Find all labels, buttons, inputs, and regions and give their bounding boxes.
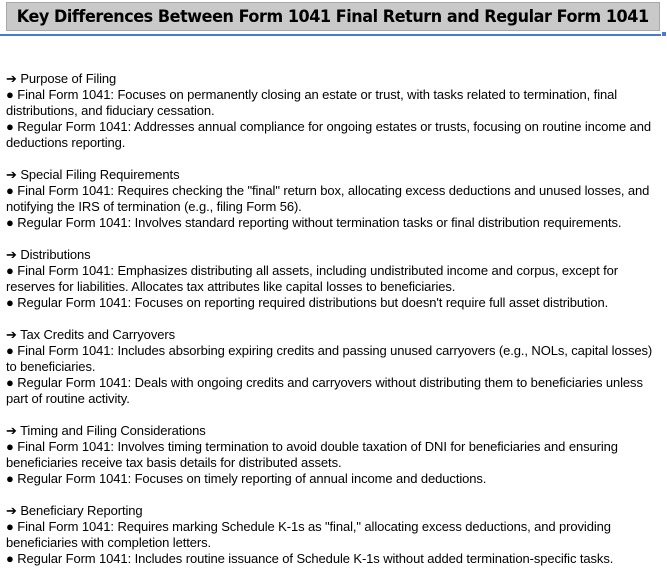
bullet-dot-icon: ● <box>6 295 18 310</box>
bullet-dot-icon: ● <box>6 471 18 486</box>
section-distributions <box>6 247 666 311</box>
section-heading: ➔ Tax Credits and Carryovers <box>6 327 175 342</box>
bullet-dot-icon: ● <box>6 439 18 454</box>
section-heading: ➔ Purpose of Filing <box>6 71 117 86</box>
section-special-filing-requirements <box>6 167 666 231</box>
document-body <box>6 71 666 583</box>
bullet-dot-icon: ● <box>6 119 18 134</box>
list-item: ● Final Form 1041: Requires checking the "final" return box, allocating excess deductions and unused losses, and notifying the IRS of termination (e.g., filing Form 56). <box>6 183 650 214</box>
list-item: ● Final Form 1041: Involves timing termination to avoid double taxation of DNI for beneficiaries and ensuring beneficiaries receive tax basis details for distributed assets. <box>6 439 618 470</box>
section-heading: ➔ Distributions <box>6 247 91 262</box>
arrow-right-icon: ➔ <box>6 71 21 86</box>
bullet-dot-icon: ● <box>6 87 18 102</box>
bullet-dot-icon: ● <box>6 519 18 534</box>
section-heading: ➔ Timing and Filing Considerations <box>6 423 206 438</box>
section-tax-credits-and-carryovers <box>6 327 666 407</box>
bullet-dot-icon: ● <box>6 215 18 230</box>
page-title: Key Differences Between Form 1041 Final Return and Regular Form 1041 <box>17 7 649 26</box>
list-item: ● Regular Form 1041: Focuses on reporting required distributions but doesn't require full asset distribution. <box>6 295 609 310</box>
bullet-dot-icon: ● <box>6 551 18 566</box>
list-item: ● Final Form 1041: Focuses on permanently closing an estate or trust, with tasks related to termination, final distributions, and fiduciary cessation. <box>6 87 618 118</box>
bullet-dot-icon: ● <box>6 375 18 390</box>
arrow-right-icon: ➔ <box>6 327 21 342</box>
section-beneficiary-reporting <box>6 503 666 567</box>
list-item: ● Regular Form 1041: Addresses annual compliance for ongoing estates or trusts, focusing on routine income and deductions reporting. <box>6 119 652 150</box>
arrow-right-icon: ➔ <box>6 247 21 262</box>
cell-fill-handle[interactable] <box>661 31 667 37</box>
bullet-dot-icon: ● <box>6 263 18 278</box>
arrow-right-icon: ➔ <box>6 503 21 518</box>
section-heading: ➔ Special Filing Requirements <box>6 167 180 182</box>
list-item: ● Final Form 1041: Requires marking Schedule K-1s as "final," allocating excess deductions, and providing beneficiaries with completion letters. <box>6 519 611 550</box>
list-item: ● Regular Form 1041: Deals with ongoing credits and carryovers without distributing them to beneficiaries unless part of routine activity. <box>6 375 643 406</box>
list-item: ● Final Form 1041: Includes absorbing expiring credits and passing unused carryovers (e.g., NOLs, capital losses) to beneficiaries. <box>6 343 653 374</box>
list-item: ● Regular Form 1041: Involves standard reporting without termination tasks or final distribution requirements. <box>6 215 622 230</box>
list-item: ● Regular Form 1041: Includes routine issuance of Schedule K-1s without added termination-specific tasks. <box>6 551 614 566</box>
bullet-dot-icon: ● <box>6 183 18 198</box>
section-heading: ➔ Beneficiary Reporting <box>6 503 143 518</box>
arrow-right-icon: ➔ <box>6 423 21 438</box>
title-cell[interactable] <box>6 2 660 31</box>
section-timing-and-filing-considerations <box>6 423 666 487</box>
bullet-dot-icon: ● <box>6 343 18 358</box>
list-item: ● Regular Form 1041: Focuses on timely reporting of annual income and deductions. <box>6 471 487 486</box>
arrow-right-icon: ➔ <box>6 167 21 182</box>
list-item: ● Final Form 1041: Emphasizes distributing all assets, including undistributed income and corpus, except for reserves for liabilities. Allocates tax attributes like capital losses to beneficiaries. <box>6 263 618 294</box>
section-purpose-of-filing <box>6 71 666 151</box>
selected-cell-border <box>0 34 664 36</box>
